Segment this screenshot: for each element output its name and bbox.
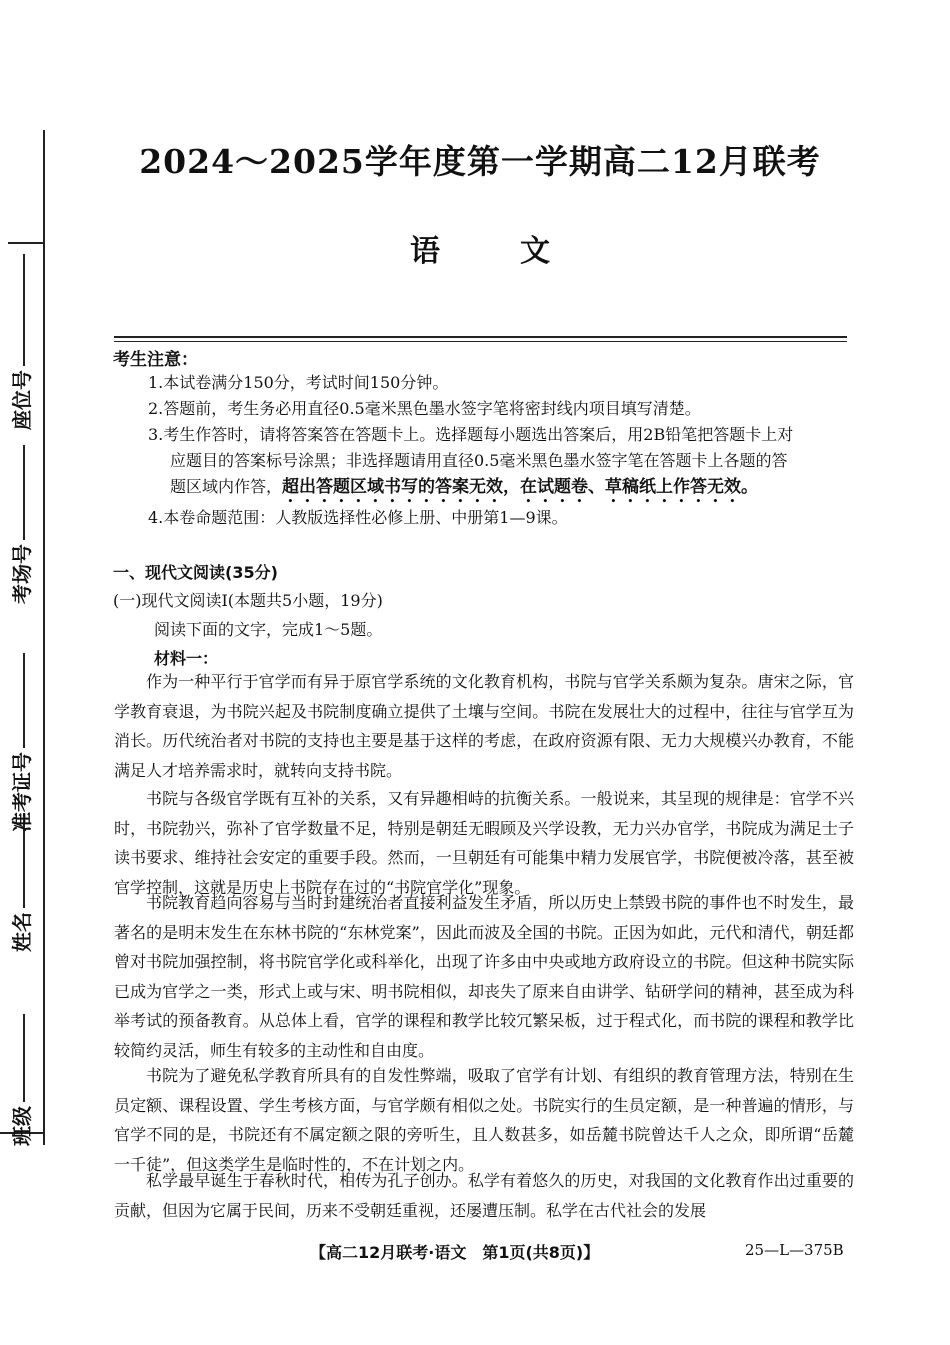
paragraph-5: 私学最早诞生于春秋时代，相传为孔子创办。私学有着悠久的历史，对我国的文化教育作出过重要的贡献，但因为它属于民间，历来不受朝廷重视，还屡遭压制。私学在古代社会的发展 [114, 1171, 854, 1220]
reading-instruction: 阅读下面的文字，完成1～5题。 [154, 620, 383, 639]
notice-item-3-line-2: 应题目的答案标号涂黑；非选择题请用直径0.5毫米黑色墨水签字笔在答题卡上各题的答 [170, 451, 788, 470]
exam-room-field[interactable] [6, 445, 35, 604]
notice-item-3 [148, 422, 853, 507]
binding-tick-top [8, 242, 45, 244]
binding-line [43, 130, 45, 1145]
notice-warning: 超出答题区域书写的答案无效，在试题卷、草稿纸上作答无效。 [282, 477, 759, 497]
name-field[interactable] [6, 813, 35, 952]
header-rule-thick [114, 336, 847, 338]
notice-item-4: 4.本卷命题范围：人教版选择性必修上册、中册第1—9课。 [148, 508, 568, 527]
paragraph-3: 书院教育趋向容易与当时封建统治者直接利益发生矛盾，所以历史上禁毁书院的事件也不时发生，最著名的是明末发生在东林书院的“东林党案”，因此而波及全国的书院。正因为如此，元代和清代，朝廷都曾对书院加强控制，将书院官学化或科举化，出现了许多由中央或地方政府设立的书院。但这种书院实际已成为官学之一类，形式上或与宋、明书院相似，却丧失了原来自由讲学、钻研学问的精神，甚至成为科举考试的预备教育。从总体上看，官学的课程和教学比较冗繁呆板，过于程式化，而书院的课程和教学比较简约灵活，师生有较多的主动性和自由度。 [114, 893, 854, 1060]
seat-number-field[interactable] [6, 254, 35, 430]
exam-room-label: 考场号 [10, 544, 34, 604]
ticket-number-field[interactable] [6, 653, 35, 832]
paper-code: 25—L—375B [745, 1241, 844, 1259]
page-footer: 【高二12月联考·语文 第1页(共8页)】 [310, 1243, 600, 1262]
notice-item-1: 1.本试卷满分150分，考试时间150分钟。 [148, 373, 449, 392]
notice-item-3-text: 题区域内作答， [170, 477, 283, 496]
notice-item-3-line-1: 3.考生作答时，请将答案答在答题卡上。选择题每小题选出答案后，用2B铅笔把答题卡上对 [148, 425, 794, 444]
paragraph-2: 书院与各级官学既有互补的关系，又有异趣相峙的抗衡关系。一般说来，其呈现的规律是：官学不兴时，书院勃兴，弥补了官学数量不足，特别是朝廷无暇顾及兴学设教，无力兴办官学，书院成为满足士子读书要求、维持社会安定的重要手段。然而，一旦朝廷有可能集中精力发展官学，书院便被冷落，甚至被官学控制，这就是历史上书院存在过的“书院官学化”现象。 [114, 789, 854, 897]
seat-number-label: 座位号 [10, 370, 34, 430]
class-field[interactable] [6, 1014, 35, 1146]
seal-fields [6, 250, 36, 1150]
paragraph-1: 作为一种平行于官学而有异于原官学系统的文化教育机构，书院与官学关系颇为复杂。唐宋之际，官学教育衰退，为书院兴起及书院制度确立提供了土壤与空间。书院在发展壮大的过程中，往往与官学互为消长。历代统治者对书院的支持也主要是基于这样的考虑，在政府资源有限、无力大规模兴办教育，不能满足人才培养需求时，就转向支持书院。 [114, 672, 854, 780]
header-rule-thin [114, 341, 847, 342]
notice-item-2: 2.答题前，考生务必用直径0.5毫米黑色墨水签字笔将密封线内项目填写清楚。 [148, 399, 701, 418]
exam-title: 2024～2025学年度第一学期高二12月联考 [139, 142, 821, 181]
class-label: 班级 [10, 1106, 34, 1146]
paragraph-4: 书院为了避免私学教育所具有的自发性弊端，吸取了官学有计划、有组织的教育管理方法，特别在生员定额、课程设置、学生考核方面，与官学颇有相似之处。书院实行的生员定额，是一种普遍的情形，与官学不同的是，书院还有不属定额之限的旁听生，且人数甚多，如岳麓书院曾达千人之众，即所谓“岳麓一千徒”，但这类学生是临时性的，不在计划之内。 [114, 1066, 854, 1174]
name-label: 姓名 [10, 912, 34, 952]
subsection-heading: (一)现代文阅读Ⅰ(本题共5小题，19分) [113, 591, 383, 610]
notice-item-3-line-3 [148, 474, 853, 507]
notice-title: 考生注意： [113, 350, 198, 370]
ticket-number-label: 准考证号 [10, 752, 34, 832]
material-label: 材料一： [154, 649, 219, 668]
section-heading: 一、现代文阅读(35分) [113, 563, 278, 582]
subject-title: 语文 [410, 234, 630, 269]
